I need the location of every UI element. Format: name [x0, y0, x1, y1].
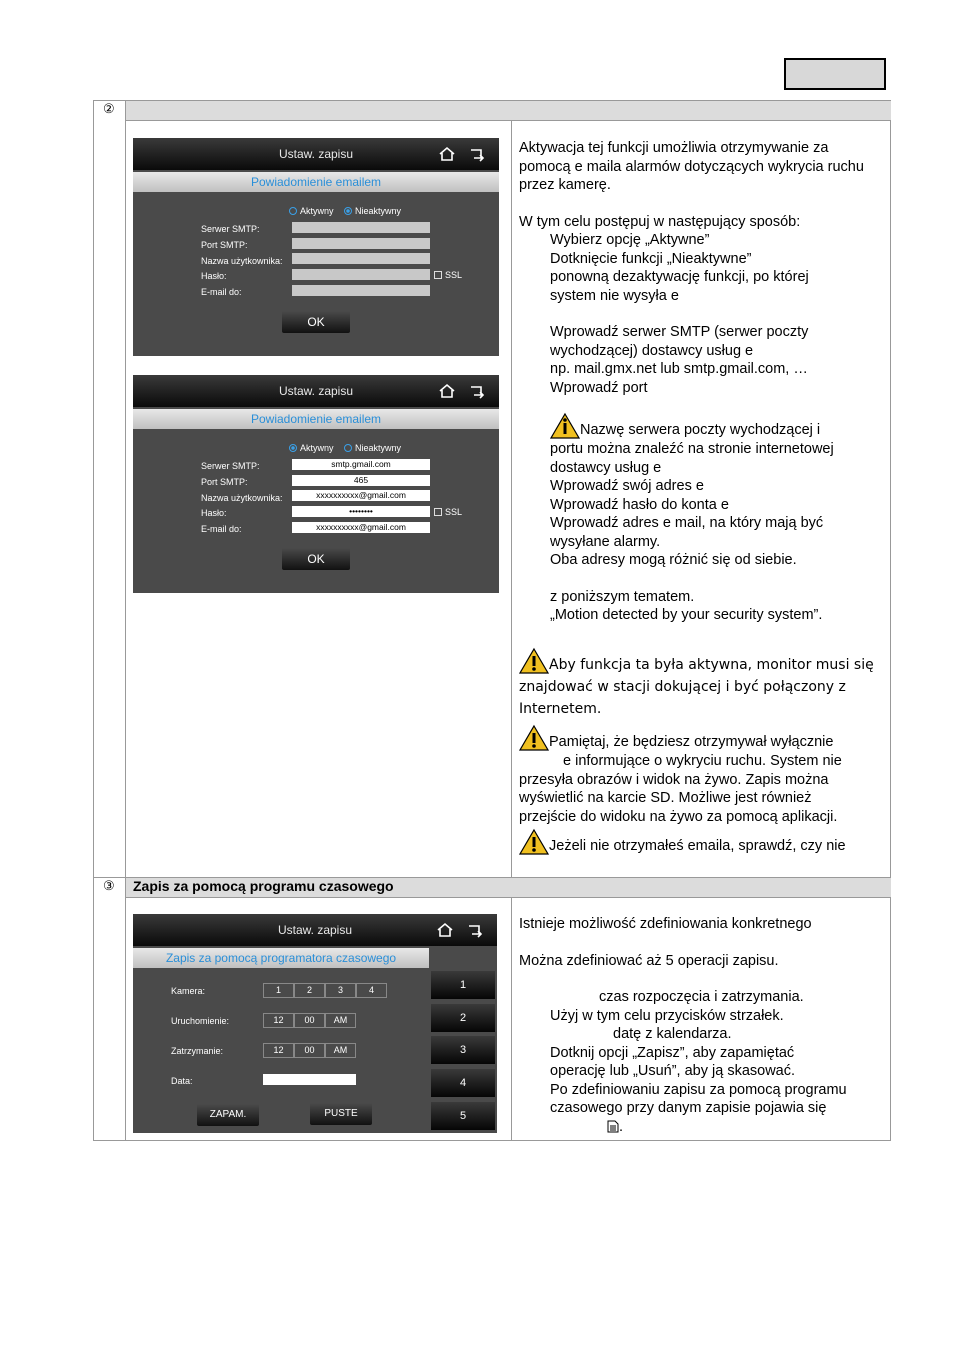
info-icon [550, 412, 580, 440]
smtp-server-label: Serwer SMTP: [201, 461, 260, 471]
text-line: ponowną dezaktywację funkcji, po której [550, 269, 809, 285]
camera-option[interactable]: 1 [263, 983, 294, 998]
paragraph: Istnieje możliwość zdefiniowania konkretnego [519, 916, 812, 932]
text-line: Wprowadź hasło do konta e [550, 496, 729, 513]
smtp-port-label: Port SMTP: [201, 477, 248, 487]
date-label: Data: [171, 1076, 193, 1086]
password-field[interactable]: •••••••• [292, 506, 430, 517]
warning-icon [519, 828, 549, 856]
text-line: Internetem. [519, 701, 602, 717]
text-line: Oba adresy mogą różnić się od siebie. [550, 552, 797, 568]
section-title: Zapis za pomocą programu czasowego [133, 878, 394, 894]
text-line: Wprowadź serwer SMTP (serwer poczty [550, 324, 809, 340]
screen-subtitle: Zapis za pomocą programatora czasowego [133, 948, 429, 968]
warning-block: Aby funkcja ta była aktywna, monitor musi się znajdować w stacji dokującej i być połączony z Internetem. [519, 647, 884, 720]
paragraph: Można zdefiniować aż 5 operacji zapisu. [519, 952, 779, 969]
email-to-label: E-mail do: [201, 524, 242, 534]
screen-subtitle: Powiadomienie emailem [133, 172, 499, 192]
email-settings-screen [133, 138, 499, 356]
warning-icon [519, 647, 549, 675]
password-label: Hasło: [201, 508, 227, 518]
back-icon[interactable] [467, 922, 483, 938]
warning-block: Pamiętaj, że będziesz otrzymywał wyłącznie e informujące o wykryciu ruchu. System nie przesyła obrazów i widok na żywo. Zapis można wyświetlić na karcie SD. Możliwe jest również przejście do widoku na żywo za pomocą aplikacji. [519, 724, 884, 826]
save-button[interactable]: ZAPAM. [197, 1104, 259, 1126]
radio-inactive[interactable]: Nieaktywny [344, 206, 401, 216]
date-field[interactable] [263, 1074, 356, 1085]
camera-label: Kamera: [171, 986, 206, 996]
text-line: system nie wysyła e [550, 287, 679, 304]
ok-button[interactable]: OK [282, 311, 350, 333]
stop-ampm[interactable]: AM [325, 1043, 356, 1058]
paragraph: W tym celu postępuj w następujący sposób: [519, 213, 801, 230]
ssl-checkbox[interactable]: SSL [434, 507, 462, 517]
text-line: Dotknięcie funkcji „Nieaktywne” [550, 250, 752, 267]
stop-minute[interactable]: 00 [294, 1043, 325, 1058]
radio-active[interactable]: Aktywny [289, 443, 334, 453]
screen-title: Ustaw. zapisu [133, 375, 499, 407]
text-line: „Motion detected by your security system”. [550, 607, 823, 623]
text-line: czasowego przy danym zapisie pojawia się [550, 1100, 827, 1116]
email-to-field[interactable] [292, 285, 430, 296]
text-line: Wybierz opcję „Aktywne” [550, 232, 710, 248]
email-to-field[interactable]: xxxxxxxxxx@gmail.com [292, 522, 430, 533]
home-icon[interactable] [439, 146, 455, 162]
warning-icon [519, 724, 549, 752]
timer-description [519, 915, 884, 1136]
username-label: Nazwa użytkownika: [201, 256, 283, 266]
screen-subtitle: Powiadomienie emailem [133, 409, 499, 429]
text-line: Wprowadź adres e mail, na który mają być [550, 515, 824, 531]
stop-hour[interactable]: 12 [263, 1043, 294, 1058]
text-line: przejście do widoku na żywo za pomocą aplikacji. [519, 808, 838, 825]
screen-title: Ustaw. zapisu [133, 914, 497, 946]
smtp-port-label: Port SMTP: [201, 240, 248, 250]
email-to-label: E-mail do: [201, 287, 242, 297]
text-line: znajdować w stacji dokującej i być połączony z [519, 679, 846, 695]
text-line: np. mail.gmx.net lub smtp.gmail.com, … [550, 361, 808, 377]
text-line: . [519, 1118, 884, 1137]
text-line: wyświetlić na karcie SD. Możliwe jest również [519, 790, 812, 806]
back-icon[interactable] [469, 146, 485, 162]
smtp-server-field[interactable]: smtp.gmail.com [292, 459, 430, 470]
description-text [519, 139, 879, 397]
text-line: Wprowadź swój adres e [550, 478, 704, 494]
ok-button[interactable]: OK [282, 548, 350, 570]
start-ampm[interactable]: AM [325, 1013, 356, 1028]
slot-button-4[interactable]: 4 [431, 1069, 495, 1097]
home-icon[interactable] [437, 922, 453, 938]
note-block: Nazwę serwera poczty wychodzącej i portu można znaleźć na stronie internetowej dostawcy usług e Wprowadź swój adres e Wprowadź hasło do konta e Wprowadź adres e mail, na który mają być wysyłane alarmy. Oba adresy mogą różnić się od siebie. z poniższym tematem. „Motion detected by your security system”. [519, 412, 879, 625]
section-number: ③ [103, 878, 115, 893]
smtp-port-field[interactable] [292, 238, 430, 249]
warning-block: Jeżeli nie otrzymałeś emaila, sprawdź, czy nie [519, 828, 884, 856]
slot-button-3[interactable]: 3 [431, 1036, 495, 1064]
text-line: Dotknij opcji „Zapisz”, aby zapamiętać [550, 1044, 795, 1061]
email-settings-screen-filled [133, 375, 499, 593]
smtp-server-label: Serwer SMTP: [201, 224, 260, 234]
text-line: czas rozpoczęcia i zatrzymania. [599, 989, 804, 1005]
text-line: dostawcy usług e [550, 459, 662, 476]
password-field[interactable] [292, 269, 430, 280]
clear-button[interactable]: PUSTE [310, 1103, 372, 1125]
back-icon[interactable] [469, 383, 485, 399]
text-line: wychodzącej) dostawcy usług e [550, 342, 754, 359]
start-hour[interactable]: 12 [263, 1013, 294, 1028]
timer-recording-screen [133, 914, 497, 1133]
section-header [126, 101, 891, 120]
slot-button-2[interactable]: 2 [431, 1004, 495, 1032]
document-icon [607, 1120, 619, 1133]
paragraph: Aktywacja tej funkcji umożliwia otrzymywanie za pomocą e maila alarmów dotyczących wykrycia ruchu przez kamerę. [519, 140, 864, 193]
text-line: Po zdefiniowaniu zapisu za pomocą programu [550, 1081, 847, 1098]
smtp-server-field[interactable] [292, 222, 430, 233]
home-icon[interactable] [439, 383, 455, 399]
username-field[interactable]: xxxxxxxxxx@gmail.com [292, 490, 430, 501]
stop-label: Zatrzymanie: [171, 1046, 224, 1056]
radio-active[interactable]: Aktywny [289, 206, 334, 216]
username-label: Nazwa użytkownika: [201, 493, 283, 503]
camera-option[interactable]: 3 [325, 983, 356, 998]
radio-inactive[interactable]: Nieaktywny [344, 443, 401, 453]
camera-option[interactable]: 2 [294, 983, 325, 998]
password-label: Hasło: [201, 271, 227, 281]
section-number: ② [103, 101, 115, 116]
username-field[interactable] [292, 253, 430, 264]
page-marker-box [784, 58, 886, 90]
text-line: operację lub „Usuń”, aby ją skasować. [550, 1063, 796, 1079]
text-line: Użyj w tym celu przycisków strzałek. [550, 1007, 784, 1024]
smtp-port-field[interactable]: 465 [292, 475, 430, 486]
camera-option[interactable]: 4 [356, 983, 387, 998]
text-line: portu można znaleźć na stronie internetowej [550, 441, 834, 457]
text-line: wysyłane alarmy. [550, 533, 661, 550]
text-line: Wprowadź port [550, 379, 648, 396]
text-line: datę z kalendarza. [613, 1026, 732, 1042]
text-line: e informujące o wykryciu ruchu. System nie [563, 753, 842, 769]
slot-button-5[interactable]: 5 [431, 1102, 495, 1130]
screen-title: Ustaw. zapisu [133, 138, 499, 170]
text-line: przesyła obrazów i widok na żywo. Zapis można [519, 771, 829, 788]
slot-button-1[interactable]: 1 [431, 971, 495, 999]
text-line: z poniższym tematem. [550, 588, 695, 605]
start-minute[interactable]: 00 [294, 1013, 325, 1028]
ssl-checkbox[interactable]: SSL [434, 270, 462, 280]
start-label: Uruchomienie: [171, 1016, 230, 1026]
